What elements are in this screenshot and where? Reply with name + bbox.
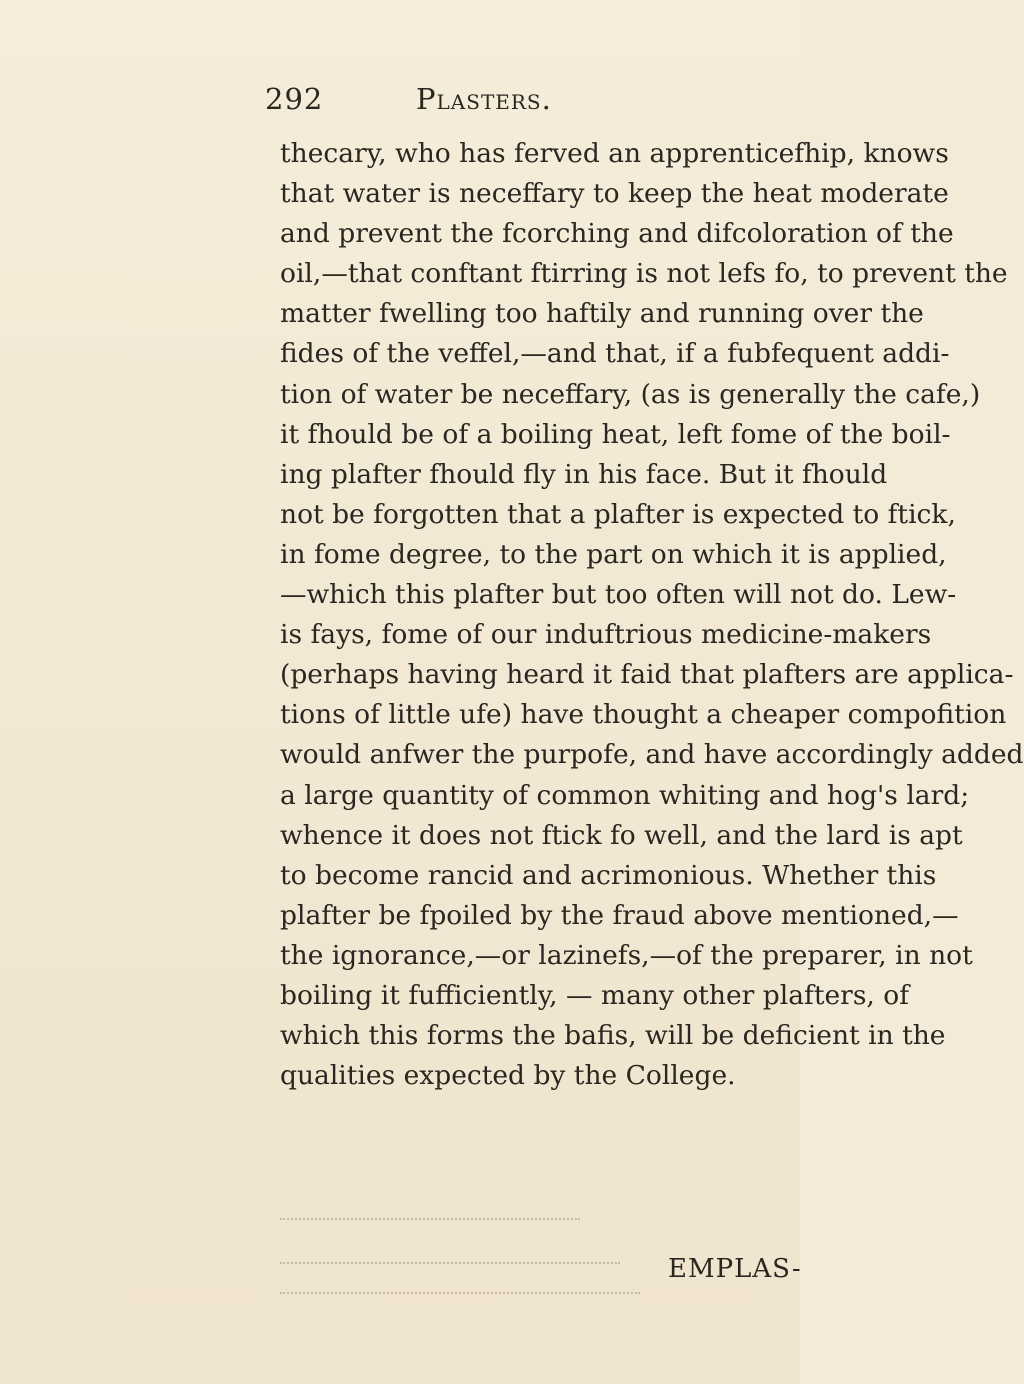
text-line: the ignorance,—or lazinefs,—of the preparer, in not <box>280 939 973 971</box>
text-line: to become rancid and acrimonious. Whether this <box>280 859 937 891</box>
page-number: 292 <box>265 82 324 116</box>
text-line: would anfwer the purpofe, and have accordingly added <box>280 739 1024 771</box>
text-line: —which this plafter but too often will not do. Lew- <box>280 579 957 611</box>
text-line: and prevent the fcorching and difcoloration of the <box>280 218 954 250</box>
text-line: ing plafter fhould fly in his face. But it fhould <box>280 458 888 490</box>
text-line: plafter be fpoiled by the fraud above mentioned,— <box>280 899 959 931</box>
text-line: a large quantity of common whiting and hog's lard; <box>280 779 970 811</box>
text-line: qualities expected by the College. <box>280 1060 736 1092</box>
show-through-mark <box>280 1292 640 1304</box>
text-line: whence it does not ftick fo well, and the lard is apt <box>280 819 963 851</box>
text-line: fides of the veffel,—and that, if a fubfequent addi- <box>280 338 950 370</box>
text-line: thecary, who has ferved an apprenticefhip, knows <box>280 138 949 169</box>
text-line: in fome degree, to the part on which it is applied, <box>280 538 947 570</box>
catchword: EMPLAS- <box>668 1254 802 1284</box>
text-line: tions of little ufe) have thought a cheaper compofition <box>280 699 1007 731</box>
text-line: matter fwelling too haftily and running over the <box>280 298 924 330</box>
text-line: not be forgotten that a plafter is expected to ftick, <box>280 498 956 530</box>
text-line: that water is neceffary to keep the heat moderate <box>280 178 949 210</box>
running-head <box>0 82 800 122</box>
text-line: tion of water be neceffary, (as is generally the cafe,) <box>280 378 981 410</box>
text-line: which this forms the bafis, will be deficient in the <box>280 1020 946 1052</box>
text-line: boiling it fufficiently, — many other plafters, of <box>280 979 910 1011</box>
text-line: it fhould be of a boiling heat, left fome of the boil- <box>280 418 951 450</box>
show-through-mark <box>280 1262 620 1274</box>
show-through-mark <box>280 1218 580 1230</box>
text-line: (perhaps having heard it faid that plafters are applica- <box>280 659 1014 691</box>
text-line: oil,—that conftant ftirring is not lefs fo, to prevent the <box>280 258 1008 290</box>
text-line: is fays, fome of our induftrious medicine-makers <box>280 619 932 651</box>
body-text <box>280 134 1024 1096</box>
running-title: Plasters. <box>416 82 552 116</box>
